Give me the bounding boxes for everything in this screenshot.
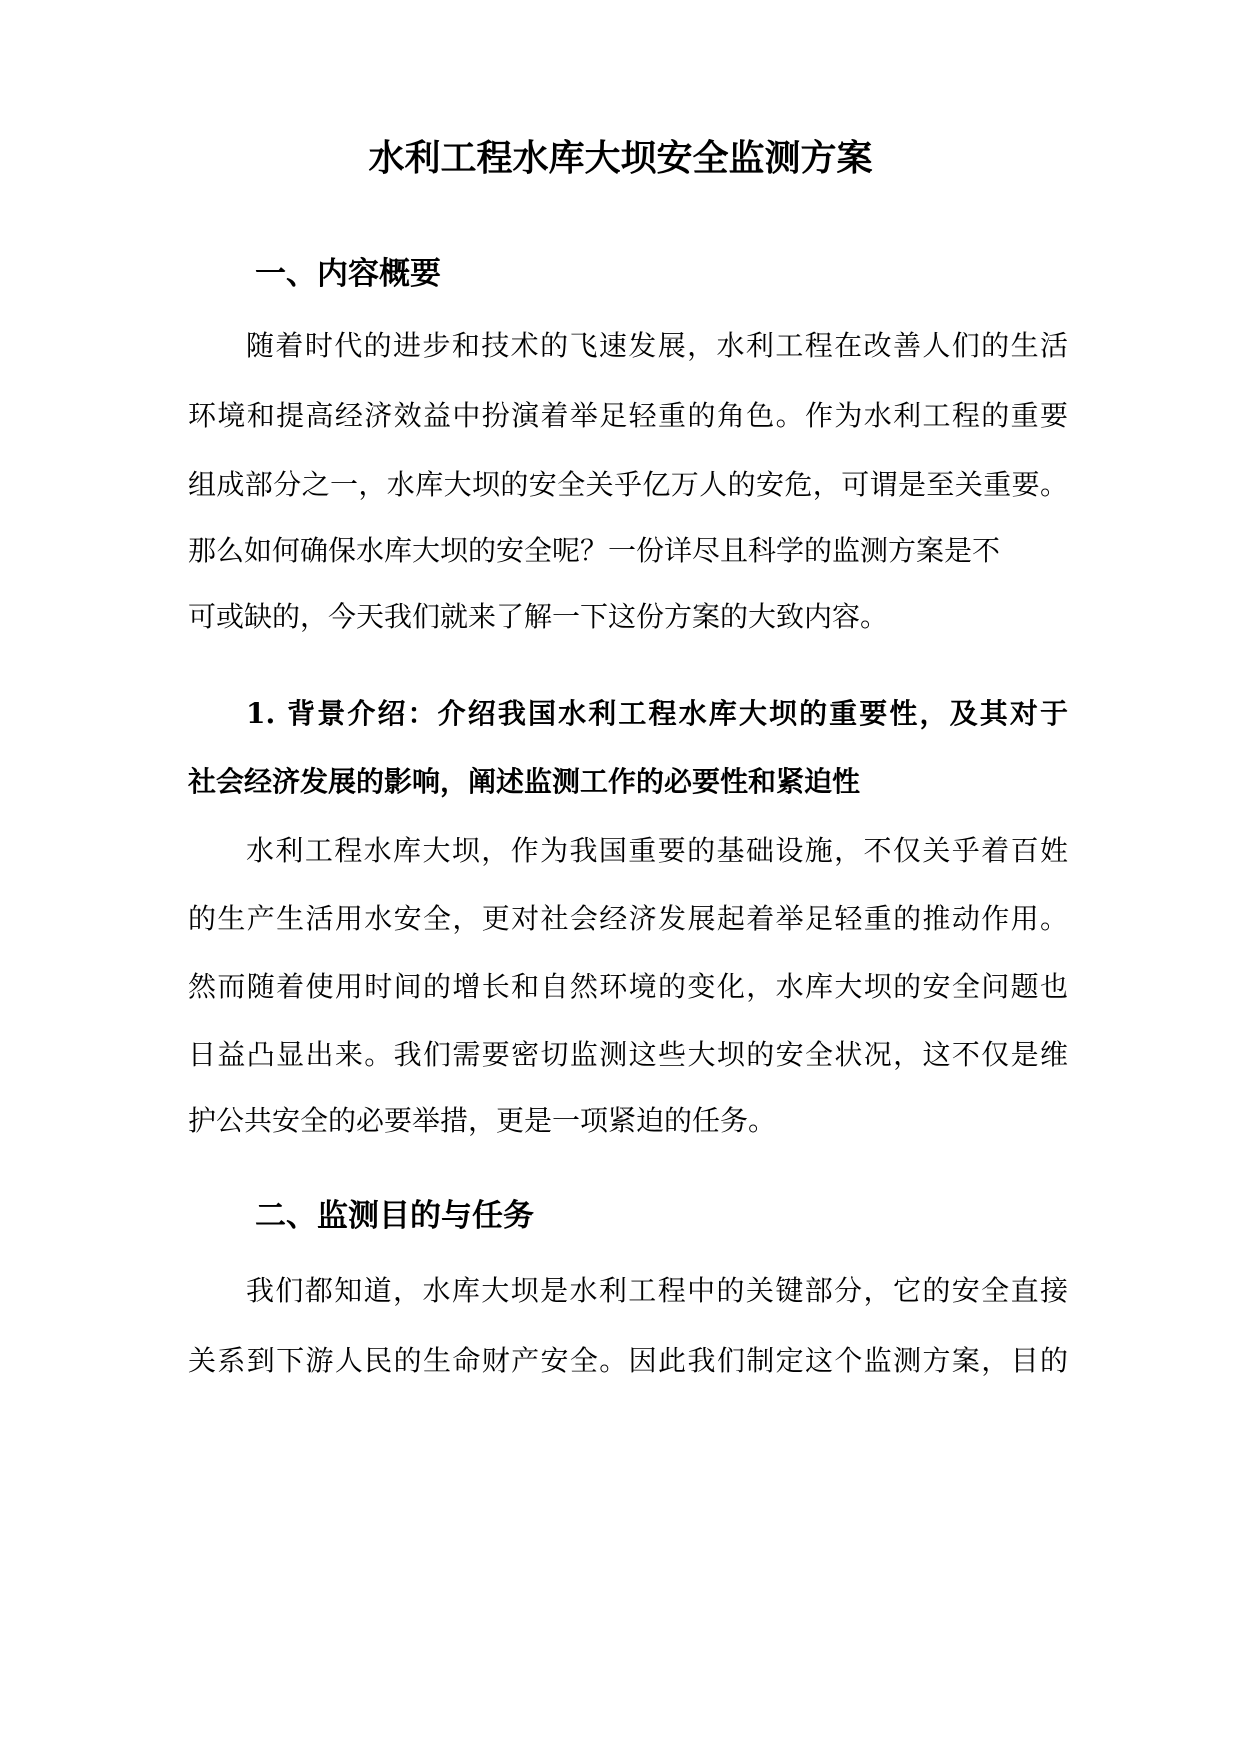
section-heading-summary: 一、内容概要	[255, 256, 441, 292]
section-heading-objectives: 二、监测目的与任务	[255, 1198, 534, 1234]
paragraph-line: 那么如何确保水库大坝的安全呢？一份详尽且科学的监测方案是不	[188, 534, 1001, 567]
list-item-line: 1. 背景介绍：介绍我国水利工程水库大坝的重要性，及其对于	[246, 697, 1068, 730]
paragraph-line: 的生产生活用水安全，更对社会经济发展起着举足轻重的推动作用。	[188, 902, 1068, 935]
paragraph-line: 可或缺的，今天我们就来了解一下这份方案的大致内容。	[188, 600, 889, 633]
paragraph-line: 随着时代的进步和技术的飞速发展，水利工程在改善人们的生活	[246, 329, 1068, 362]
paragraph-line: 组成部分之一，水库大坝的安全关乎亿万人的安危，可谓是至关重要。	[188, 468, 1068, 501]
paragraph-line: 关系到下游人民的生命财产安全。因此我们制定这个监测方案，目的	[188, 1344, 1068, 1377]
paragraph-line: 然而随着使用时间的增长和自然环境的变化，水库大坝的安全问题也	[188, 970, 1068, 1003]
list-item-line: 社会经济发展的影响，阐述监测工作的必要性和紧迫性	[188, 765, 861, 798]
document-title: 水利工程水库大坝安全监测方案	[368, 137, 873, 179]
paragraph-line: 水利工程水库大坝，作为我国重要的基础设施，不仅关乎着百姓	[246, 834, 1068, 867]
paragraph-line: 我们都知道，水库大坝是水利工程中的关键部分，它的安全直接	[246, 1274, 1068, 1307]
paragraph-line: 环境和提高经济效益中扮演着举足轻重的角色。作为水利工程的重要	[188, 399, 1068, 432]
paragraph-line: 护公共安全的必要举措，更是一项紧迫的任务。	[188, 1104, 777, 1137]
paragraph-line: 日益凸显出来。我们需要密切监测这些大坝的安全状况，这不仅是维	[188, 1038, 1068, 1071]
